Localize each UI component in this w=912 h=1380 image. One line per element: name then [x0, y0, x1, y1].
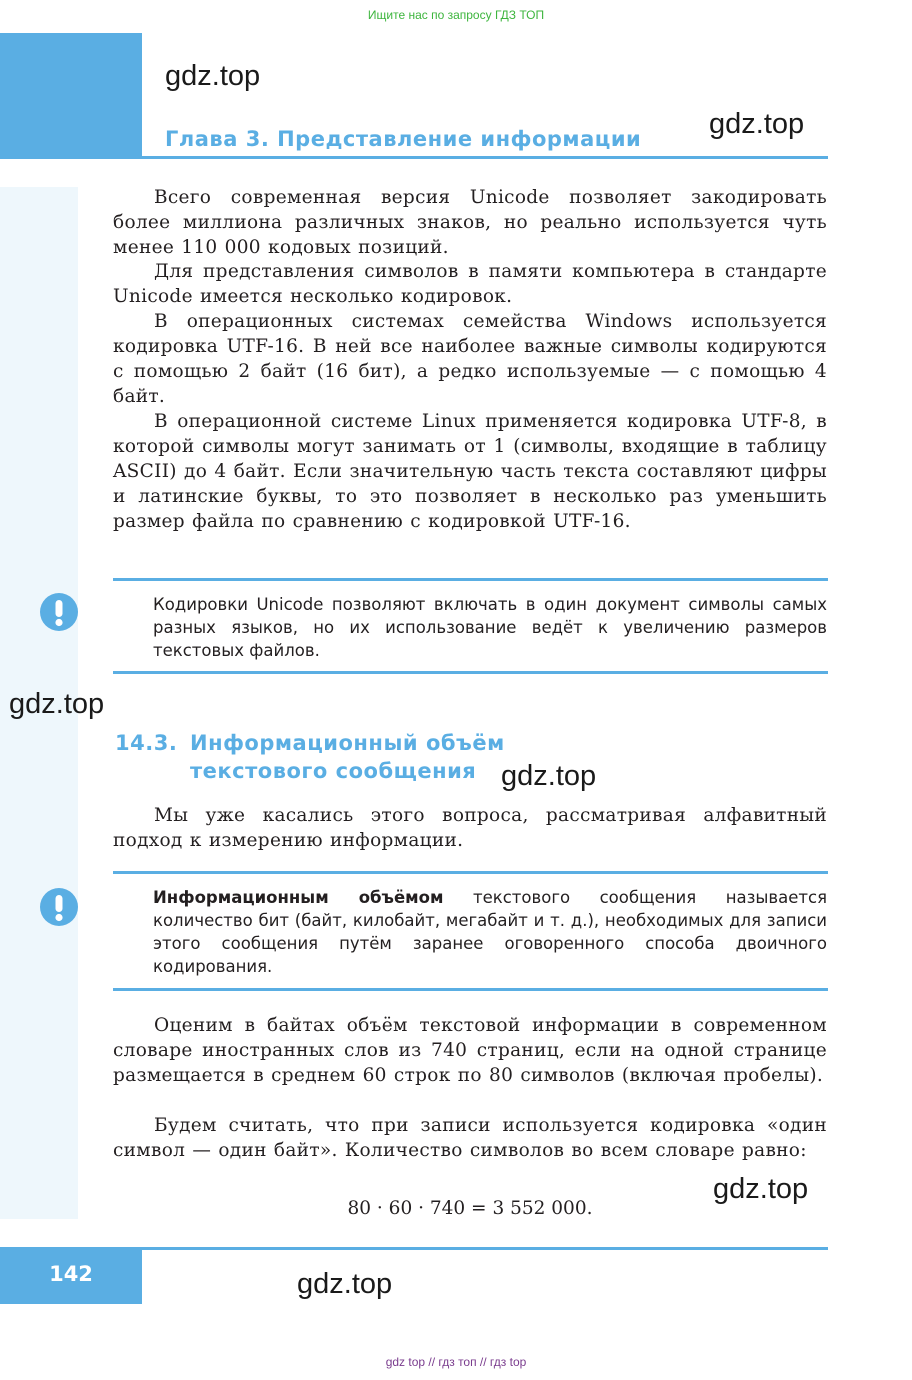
bottom-footer: gdz top // гдз топ // гдз top: [385, 1355, 527, 1369]
chapter-title-rule: [142, 156, 828, 159]
definition-rule-top: [113, 871, 828, 874]
section-number: 14.3.: [115, 731, 178, 755]
paragraph: Оценим в байтах объём текстовой информации в современном словаре иностранных слов из 740 страниц, если на одной странице размещается в среднем 60 строк по 80 символов (включая пробелы).: [113, 1015, 827, 1086]
top-banner: Ищите нас по запросу ГДЗ ТОП: [367, 8, 545, 22]
paragraph: Будем считать, что при записи используется кодировка «один символ — один байт». Количество символов во всем словаре равно:: [113, 1115, 827, 1161]
watermark: gdz.top: [709, 108, 805, 140]
chapter-title: Глава 3. Представление информации: [165, 127, 642, 151]
footer-rule: [142, 1247, 828, 1250]
definition-body: текстового сообщения называется количество бит (байт, килобайт, мегабайт и т. д.), необходимых для записи этого сообщения путём заранее оговоренного способа двоичного кодирования.: [153, 888, 827, 976]
definition-text: [153, 886, 827, 978]
watermark: gdz.top: [165, 60, 261, 92]
note-text: Кодировки Unicode позволяют включать в один документ символы самых разных языков, но их использование ведёт к увеличению размеров текстовых файлов.: [153, 595, 827, 660]
definition-rule-bottom: [113, 988, 828, 991]
paragraph: Для представления символов в памяти компьютера в стандарте Unicode имеется несколько кодировок.: [113, 261, 827, 307]
definition-term: Информационным объёмом: [153, 888, 444, 907]
paragraph: Мы уже касались этого вопроса, рассматривая алфавитный подход к измерению информации.: [113, 805, 827, 851]
paragraph: В операционной системе Linux применяется кодировка UTF-8, в которой символы могут занимать от 1 (символы, входящие в таблицу ASCII) до 4 байт. Если значительную часть текста составляют цифры и латинские буквы, то это позволяет в несколько раз уменьшить размер файла по сравнению с кодировкой UTF-16.: [113, 411, 827, 532]
watermark: gdz.top: [501, 760, 597, 792]
exclamation-icon: [40, 593, 78, 631]
page-number: 142: [49, 1262, 93, 1286]
exclamation-icon: [40, 888, 78, 926]
header-block: [0, 33, 142, 159]
paragraph: Всего современная версия Unicode позволяет закодировать более миллиона различных знаков, но реально используется чуть менее 110 000 кодовых позиций.: [113, 187, 827, 258]
section-title-line2: текстового сообщения: [190, 759, 477, 783]
note-rule-bottom: [113, 671, 828, 674]
watermark: gdz.top: [297, 1268, 393, 1300]
note-rule-top: [113, 578, 828, 581]
watermark: gdz.top: [713, 1173, 809, 1205]
paragraph: В операционных системах семейства Windows используется кодировка UTF-16. В ней все наиболее важные символы кодируются с помощью 2 байт (16 бит), а редко используемые — с помощью 4 байт.: [113, 311, 827, 407]
section-title-line1: Информационный объём: [190, 731, 505, 755]
watermark: gdz.top: [9, 688, 105, 720]
formula: 80 · 60 · 740 = 3 552 000.: [347, 1198, 593, 1219]
